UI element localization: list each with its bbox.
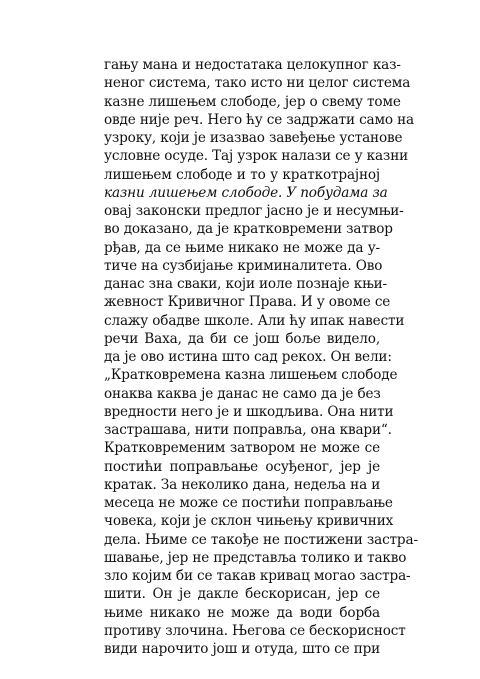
text-line: постићи поправљање осуђеног, јер је <box>104 458 380 475</box>
text-line: овде није реч. Него ћу се задржати само на <box>104 111 414 128</box>
text-line: онаква каква је данас не само да је без <box>104 385 381 402</box>
text-line: гању мана и недостатака целокупног каз- <box>104 57 401 73</box>
text-line: зло којим би се такав кривац могао застра- <box>104 568 411 584</box>
text-line: условне осуде. Тај узрок налази се у казни <box>104 148 409 165</box>
text-line: лишењем слободе и то у краткотрајној <box>104 166 380 183</box>
text-line: кратак. За неколико дана, недеља на и <box>104 476 381 493</box>
text-line: види нарочито још и отуда, што се при <box>104 641 381 657</box>
text-line: њиме никако не може да води борба <box>104 604 380 621</box>
text-line: слажу обадве школе. Али ћу ипак навести <box>104 312 405 329</box>
text-line: во доказано, да је кратковремени затвор <box>104 221 393 238</box>
text-line: шити. Он је дакле бескорисан, јер се <box>104 586 380 603</box>
text-line: човека, који је склон чињењу кривичних <box>104 513 394 530</box>
document-page <box>104 56 418 658</box>
text-line-italic: казни лишењем слободе. У побудама за <box>104 184 388 201</box>
text-line: шавање, јер не представља толико и такво <box>104 549 407 566</box>
text-line: дела. Њиме се такође не постижени застра- <box>104 531 418 548</box>
text-line: речи Ваха, да би се још боље видело, <box>104 330 380 347</box>
text-line: овај законски предлог јасно је и несумњи- <box>104 203 404 219</box>
text-line: Кратковременим затвором не може се <box>104 440 380 457</box>
text-line: противу злочина. Његова се бескорисност <box>104 622 406 639</box>
text-line: месеца не може се постићи поправљање <box>104 495 393 511</box>
text-line: застрашава, нити поправља, она квари“. <box>104 422 392 438</box>
text-line: казне лишењем слободе, јер о свему томе <box>104 93 401 110</box>
text-line: рђав, да се њиме никако не може да у- <box>104 239 380 256</box>
text-line: жевност Кривичног Права. И у овоме се <box>104 294 391 311</box>
text-line: тиче на сузбијање криминалитета. Ово <box>104 257 383 274</box>
text-line: вредности него је и шкодљива. Она нити <box>104 403 394 420</box>
text-line: неног система, тако исто ни целог система <box>104 75 411 92</box>
text-line: „Кратковремена казна лишењем слободе <box>104 367 398 384</box>
text-line: да је ово истина што сад рекох. Он вели: <box>104 349 392 365</box>
text-line: узроку, који је изазвао завеђење установе <box>104 130 403 146</box>
text-line: данас зна сваки, који иоле познаје књи- <box>104 276 387 292</box>
